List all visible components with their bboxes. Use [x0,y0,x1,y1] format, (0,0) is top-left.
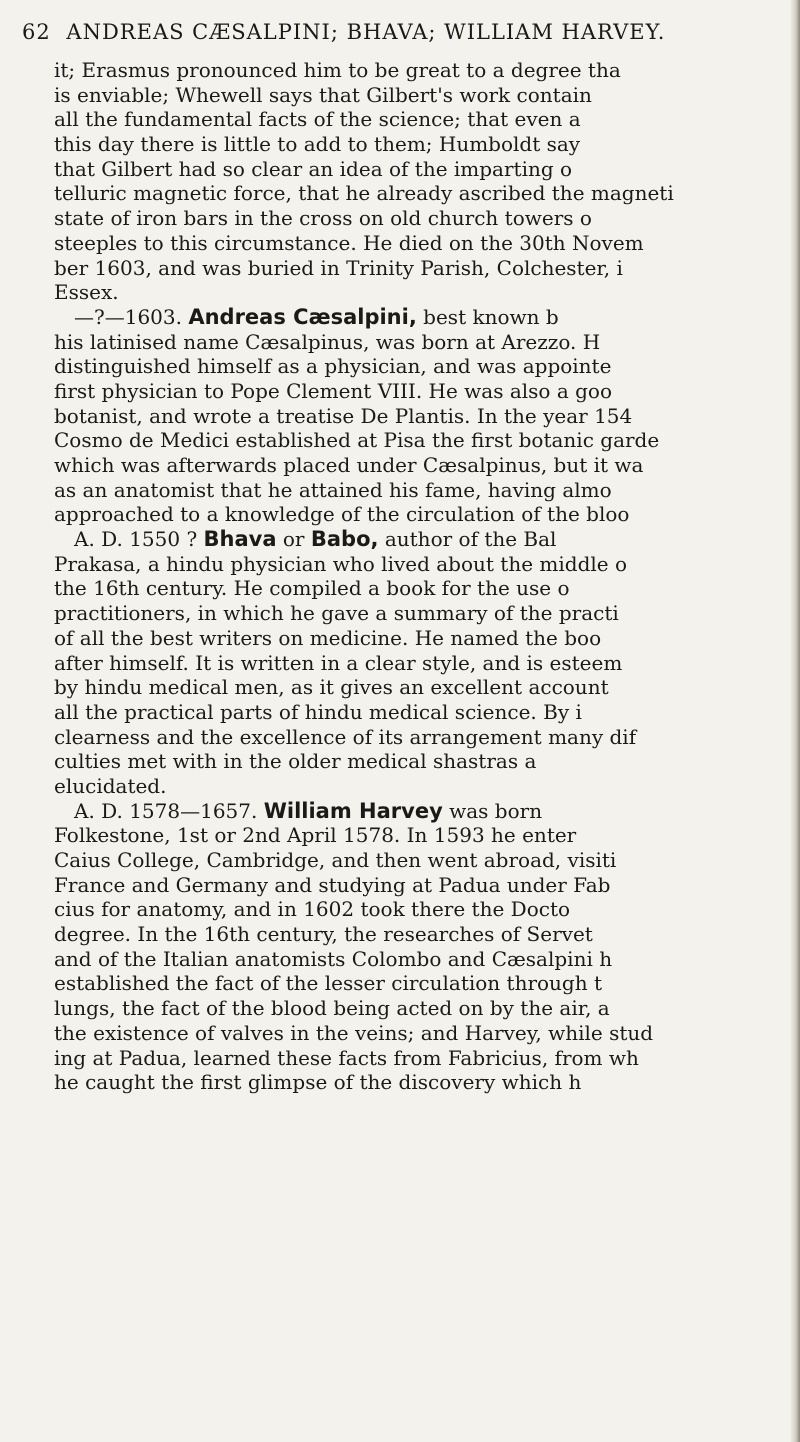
text-line [54,601,788,626]
text-line [54,626,788,651]
text-line [54,83,788,108]
text-run: was born [442,798,543,823]
text-run: botanist, and wrote a treatise De Plantis. In the year 154 [54,403,633,428]
body-text [54,58,788,1095]
text-run: his latinised name Cæsalpinus, was born at Arezzo. H [54,329,601,354]
text-run: after himself. It is written in a clear style, and is esteem [54,650,623,675]
text-run: cius for anatomy, and in 1602 took there the Docto [54,897,571,922]
text-run: this day there is little to add to them; Humboldt say [54,132,581,157]
text-run: of all the best writers on medicine. He named the boo [54,625,602,650]
text-run: Essex. [54,280,119,305]
text-line [54,330,788,355]
text-run: it; Erasmus pronounced him to be great to a degree tha [54,58,621,82]
text-line [54,700,788,725]
text-run: distinguished himself as a physician, and was appointe [54,354,612,379]
text-run: Cosmo de Medici established at Pisa the first botanic garde [54,428,660,453]
text-line [54,873,788,898]
text-line [54,651,788,676]
text-line [54,725,788,750]
text-run: A. D. 1578—1657. [74,798,264,823]
text-run: the 16th century. He compiled a book for the use o [54,576,570,601]
text-run: elucidated. [54,773,167,798]
text-line [54,675,788,700]
text-line [54,799,788,824]
text-run: Folkestone, 1st or 2nd April 1578. In 1593 he enter [54,823,577,848]
text-line [54,1046,788,1071]
text-line [54,749,788,774]
text-line [54,552,788,577]
text-run: state of iron bars in the cross on old church towers o [54,206,592,231]
text-line [54,206,788,231]
text-run: that Gilbert had so clear an idea of the imparting o [54,156,573,181]
text-run: practitioners, in which he gave a summary of the practi [54,601,619,626]
text-line [54,996,788,1021]
page-edge-shadow [790,0,800,1442]
entry-name: William Harvey [263,798,443,823]
text-run: and of the Italian anatomists Colombo and Cæsalpini h [54,946,613,971]
text-line [54,404,788,429]
running-header [22,20,782,44]
text-run: degree. In the 16th century, the researches of Servet [54,922,593,947]
text-run: Caius College, Cambridge, and then went abroad, visiti [54,848,617,872]
entry-name: Bhava [203,527,277,552]
entry-name: Andreas Cæsalpini, [188,304,417,329]
text-line [54,502,788,527]
text-run: Prakasa, a hindu physician who lived about the middle o [54,551,628,576]
text-line [54,305,788,330]
text-line [54,428,788,453]
text-run: lungs, the fact of the blood being acted on by the air, a [54,996,610,1021]
text-run: clearness and the excellence of its arrangement many dif [54,724,637,749]
text-line [54,354,788,379]
text-line [54,379,788,404]
text-line [54,527,788,552]
text-run: —?—1603. [74,304,189,329]
text-line [54,576,788,601]
running-title: ANDREAS CÆSALPINI; BHAVA; WILLIAM HARVEY. [66,20,666,44]
text-run: France and Germany and studying at Padua under Fab [54,872,611,897]
text-line [54,58,788,83]
text-run: the existence of valves in the veins; and Harvey, while stud [54,1020,654,1045]
text-run: by hindu medical men, as it gives an excellent account [54,675,609,700]
text-line [54,1021,788,1046]
text-line [54,1070,788,1095]
text-run: first physician to Pope Clement VIII. He was also a goo [54,378,612,403]
text-run: best known b [416,304,559,329]
text-run: ber 1603, and was buried in Trinity Parish, Colchester, i [54,255,623,280]
text-run: or [276,527,311,552]
text-run: he caught the first glimpse of the discovery which h [54,1070,582,1095]
text-line [54,774,788,799]
text-run: approached to a knowledge of the circulation of the bloo [54,502,630,527]
text-line [54,256,788,281]
text-run: author of the Bal [378,527,557,552]
text-line [54,971,788,996]
text-line [54,897,788,922]
text-run: steeples to this circumstance. He died on the 30th Novem [54,230,644,255]
text-run: culties met with in the older medical shastras a [54,749,537,774]
page-number: 62 [22,20,51,44]
text-line [54,132,788,157]
text-run: telluric magnetic force, that he already ascribed the magneti [54,181,674,206]
text-run: all the practical parts of hindu medical science. By i [54,699,582,724]
text-line [54,157,788,182]
text-line [54,478,788,503]
text-line [54,848,788,873]
text-line [54,947,788,972]
text-line [54,922,788,947]
text-run: is enviable; Whewell says that Gilbert's work contain [54,82,592,107]
text-run: established the fact of the lesser circulation through t [54,971,603,996]
text-line [54,231,788,256]
text-line [54,823,788,848]
text-line [54,280,788,305]
text-run: all the fundamental facts of the science; that even a [54,107,581,132]
text-run: which was afterwards placed under Cæsalpinus, but it wa [54,453,644,477]
text-line [54,107,788,132]
entry-name: Babo, [310,527,379,552]
text-run: ing at Padua, learned these facts from Fabricius, from wh [54,1045,639,1070]
text-run: A. D. 1550 ? [74,527,204,552]
text-run: as an anatomist that he attained his fame, having almo [54,477,612,502]
text-line [54,453,788,478]
text-line [54,181,788,206]
